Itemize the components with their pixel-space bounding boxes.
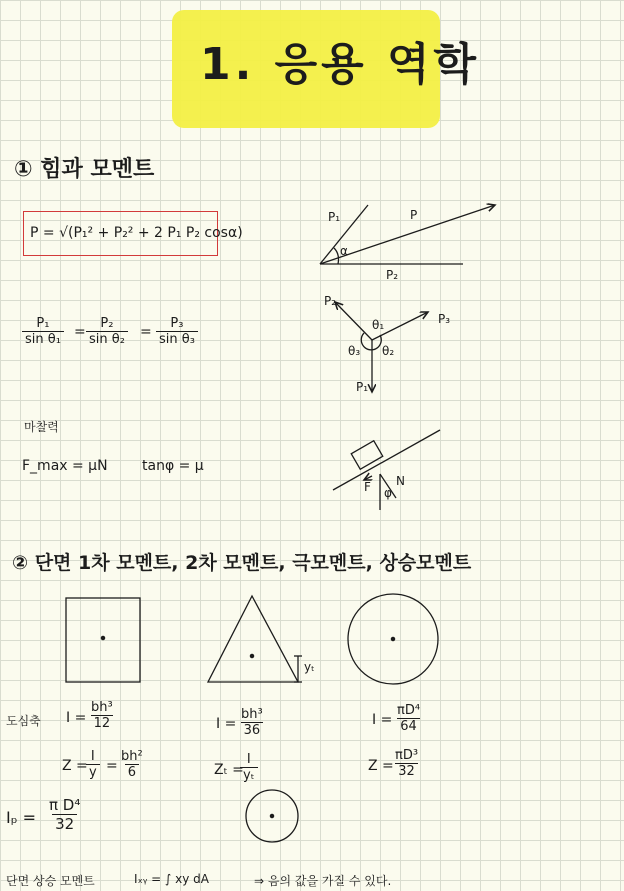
tri-Z-fraction (240, 752, 258, 783)
axis-label: 도심축 (6, 714, 41, 728)
tri-I-den: 36 (241, 722, 264, 738)
triangle-centroid (250, 654, 253, 657)
tri-Z-sym: Zₜ = (214, 762, 244, 778)
rect-Z-simple (86, 749, 100, 780)
alpha-arc (334, 248, 339, 264)
label-p: P (410, 208, 418, 222)
label-theta1: θ₁ (372, 318, 385, 332)
rectangle-centroid (101, 636, 104, 639)
rect-Z-sym: Z = (62, 758, 88, 774)
polar-label: Iₚ = (6, 808, 37, 827)
label-F: F (364, 480, 371, 494)
rect-Z-fraction (118, 749, 146, 780)
label-phi: φ (384, 486, 392, 500)
polar-num: π D⁴ (49, 796, 81, 814)
lami-num-3: P₃ (170, 316, 184, 331)
tri-I-num: bh³ (241, 707, 263, 722)
section1-heading: ① 힘과 모멘트 (14, 157, 155, 182)
label-N: N (396, 474, 405, 488)
resultant-formula: P = √(P₁² + P₂² + 2 P₁ P₂ cosα) (30, 225, 243, 241)
label-lami-p2: P₂ (324, 294, 337, 308)
product-note: ⇒ 음의 값을 가질 수 있다. (254, 874, 392, 888)
rect-Z-den: 6 (125, 764, 139, 780)
tri-Z-den: yₜ (240, 767, 258, 783)
section2-heading: ② 단면 1차 모멘트, 2차 모멘트, 극모멘트, 상승모멘트 (12, 552, 472, 574)
equals-sign: = (74, 324, 86, 340)
tri-Z-num: I (246, 752, 251, 767)
label-alpha: α (340, 244, 348, 258)
label-p2: P₂ (386, 268, 399, 282)
friction-formula: F_max = μN (22, 458, 108, 474)
circle-centroid (391, 637, 394, 640)
rect-I-num: bh³ (91, 700, 113, 715)
incline-line (333, 430, 440, 490)
label-lami-p3: P₃ (438, 312, 451, 326)
circle-I-sym: I = (372, 712, 393, 728)
equals-sign: = (106, 758, 118, 774)
circle-I-den: 64 (397, 718, 420, 734)
label-theta2: θ₂ (382, 344, 395, 358)
lami-den-1: sin θ₁ (22, 331, 64, 347)
circle-Z-num: πD³ (395, 748, 419, 763)
friction-label: 마찰력 (24, 420, 59, 434)
circle-Z-sym: Z = (368, 758, 394, 774)
circle-I-num: πD⁴ (397, 703, 421, 718)
rect-I-sym: I = (66, 710, 87, 726)
tan-formula: tanφ = μ (142, 458, 204, 474)
page-title: 1. 응용 역학 (200, 39, 480, 90)
lami-den-3: sin θ₃ (156, 331, 198, 347)
product-formula: Iₓᵧ = ∫ xy dA (134, 872, 209, 886)
lami-num-2: P₂ (100, 316, 114, 331)
theta-arcs (361, 333, 381, 350)
circle-Z-den: 32 (395, 763, 418, 779)
circle-I-fraction (394, 703, 423, 734)
rect-Z-num: bh² (121, 749, 143, 764)
label-theta3: θ₃ (348, 344, 361, 358)
circle-Z-fraction (392, 748, 421, 779)
product-label: 단면 상승 모멘트 (6, 874, 95, 888)
lami-num-1: P₁ (36, 316, 50, 331)
tri-yt-label: yₜ (304, 660, 315, 674)
rect-I-fraction (88, 700, 116, 731)
rect-I-den: 12 (91, 715, 114, 731)
lami-p2-vector (335, 302, 372, 340)
polar-fraction (46, 796, 83, 833)
polar-circle-center (270, 814, 273, 817)
tri-I-fraction (238, 707, 266, 738)
rect-Z-simple-den: y (86, 764, 100, 780)
rect-Z-simple-num: I (90, 749, 95, 764)
lami-den-2: sin θ₂ (86, 331, 128, 347)
label-lami-p1: P₁ (356, 380, 369, 394)
equals-sign: = (140, 324, 152, 340)
tri-I-sym: I = (216, 716, 237, 732)
triangle-section (208, 596, 298, 682)
label-p1: P₁ (328, 210, 341, 224)
polar-den: 32 (52, 814, 77, 833)
